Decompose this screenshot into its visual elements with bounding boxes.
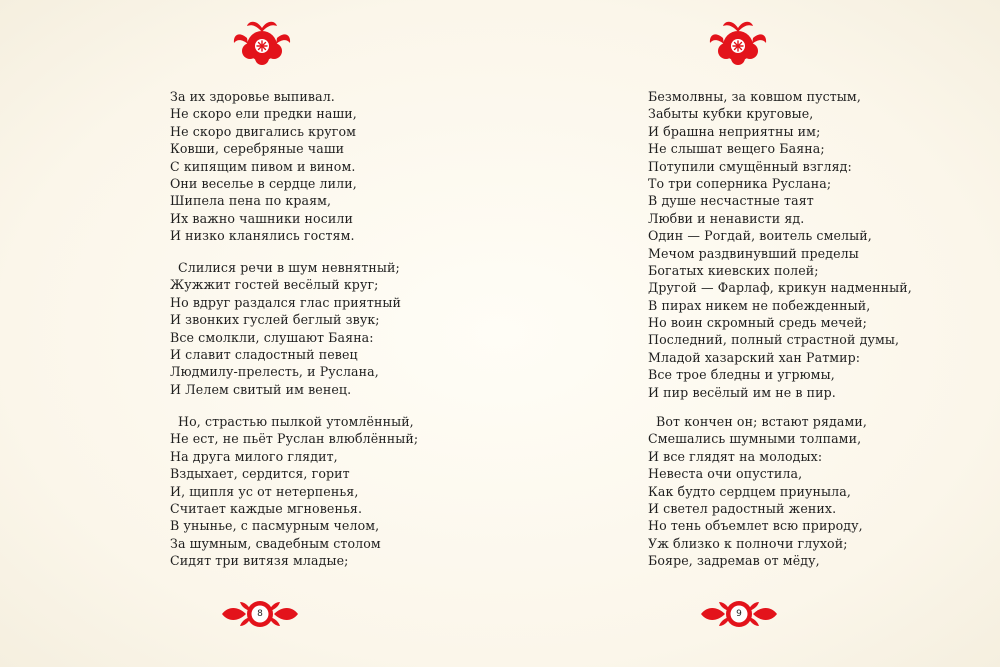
verse-line: И славит сладостный певец	[170, 346, 358, 362]
verse-line: Любви и ненависти яд.	[648, 210, 805, 226]
right-page	[500, 0, 1000, 667]
verse-line: И звонких гуслей беглый звук;	[170, 312, 380, 328]
verse-line: Вот кончен он; встают рядами,	[656, 414, 867, 429]
verse-line: Не скоро ели предки наши,	[170, 106, 357, 122]
verse-line: В душе несчастные таят	[648, 193, 814, 209]
verse-line: За их здоровье выпивал.	[170, 89, 335, 104]
verse-line: Людмилу-прелесть, и Руслана,	[170, 364, 379, 380]
verse-line: Мечом раздвинувший пределы	[648, 245, 859, 261]
verse-line: Как будто сердцем приуныла,	[648, 483, 851, 499]
verse-line: Их важно чашники носили	[170, 210, 353, 226]
verse-line: Младой хазарский хан Ратмир:	[648, 349, 861, 365]
verse-line: Не слышат вещего Баяна;	[648, 141, 825, 157]
stanza-1	[648, 88, 912, 401]
verse-line: В унынье, с пасмурным челом,	[170, 518, 380, 534]
verse-line: За шумным, свадебным столом	[170, 535, 381, 551]
verse-line: И светел радостный жених.	[648, 500, 837, 516]
verse-line: В пирах никем не побежденный,	[648, 297, 871, 313]
verse-line: И низко кланялись гостям.	[170, 228, 355, 244]
verse-line: Не ест, не пьёт Руслан влюблённый;	[170, 431, 419, 447]
page-number-ornament	[699, 598, 779, 630]
verse-line: Жужжит гостей весёлый круг;	[170, 277, 379, 293]
verse-line: Сидят три витязя младые;	[170, 553, 349, 569]
verse-line: Но вдруг раздался глас приятный	[170, 294, 402, 310]
verse-line: С кипящим пивом и вином.	[170, 158, 356, 174]
verse-line: И Лелем свитый им венец.	[170, 381, 352, 397]
verse-line: То три соперника Руслана;	[648, 175, 832, 191]
stanza-2	[170, 259, 401, 398]
verse-line: Уж близко к полночи глухой;	[648, 535, 848, 551]
verse-line: И, щипля ус от нетерпенья,	[170, 483, 359, 499]
verse-line: Другой — Фарлаф, крикун надменный,	[648, 280, 912, 296]
verse-line: Вздыхает, сердится, горит	[170, 466, 350, 482]
verse-line: Потупили смущённый взгляд:	[648, 158, 852, 174]
stanza-3	[170, 413, 418, 570]
verse-line: На друга милого глядит,	[170, 448, 338, 464]
verse-line: Но тень объемлет всю природу,	[648, 518, 863, 534]
verse-line: И все глядят на молодых:	[648, 448, 823, 464]
verse-line: Ковши, серебряные чаши	[170, 141, 345, 157]
verse-line: Все трое бледны и угрюмы,	[648, 367, 835, 383]
verse-line: Один — Рогдай, воитель смелый,	[648, 228, 872, 244]
page-number: 8	[257, 609, 263, 619]
verse-line: Шипела пена по краям,	[170, 193, 332, 209]
verse-line: Но, страстью пылкой утомлённый,	[178, 414, 414, 429]
verse-line: Считает каждые мгновенья.	[170, 500, 363, 516]
verse-line: Богатых киевских полей;	[648, 262, 819, 278]
verse-line: И брашна неприятны им;	[648, 123, 821, 139]
page-number: 9	[736, 609, 742, 619]
verse-line: Бояре, задремав от мёду,	[648, 553, 820, 569]
stanza-1	[170, 88, 357, 245]
folk-flower-icon	[706, 18, 770, 66]
verse-line: Но воин скромный средь мечей;	[648, 315, 867, 331]
stanza-2	[648, 413, 867, 570]
verse-line: Они веселье в сердце лили,	[170, 175, 357, 191]
verse-line: Не скоро двигались кругом	[170, 123, 357, 139]
verse-line: Невеста очи опустила,	[648, 466, 803, 482]
verse-line: Последний, полный страстной думы,	[648, 332, 900, 348]
verse-line: И пир весёлый им не в пир.	[648, 384, 836, 400]
verse-line: Слилися речи в шум невнятный;	[178, 260, 400, 275]
verse-line: Безмолвны, за ковшом пустым,	[648, 89, 861, 104]
verse-line: Смешались шумными толпами,	[648, 431, 862, 447]
folk-flower-icon	[230, 18, 294, 66]
page-number-ornament	[220, 598, 300, 630]
verse-line: Забыты кубки круговые,	[648, 106, 814, 122]
verse-line: Все смолкли, слушают Баяна:	[170, 329, 374, 345]
